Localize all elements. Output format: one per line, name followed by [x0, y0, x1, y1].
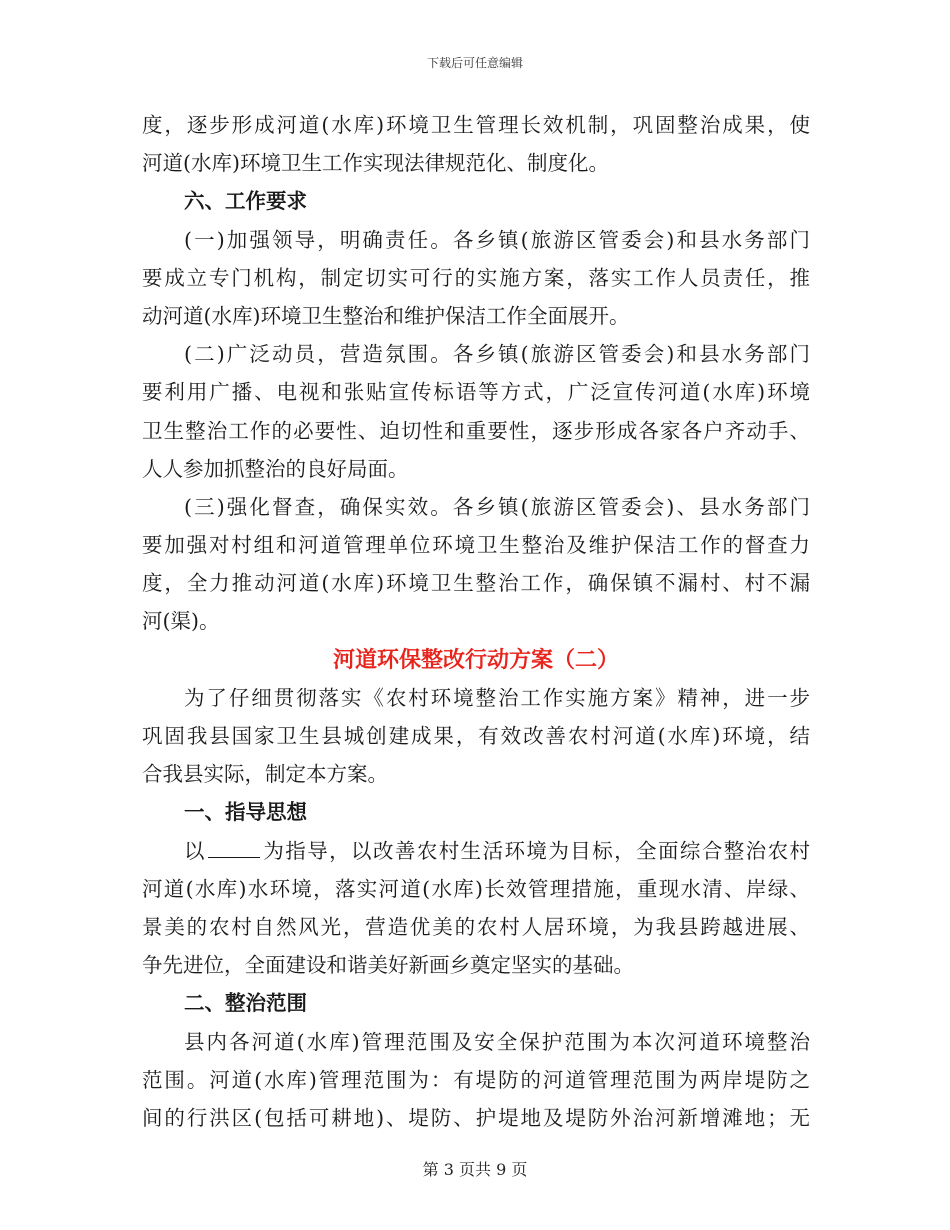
page-number: 第 3 页共 9 页 — [422, 1160, 528, 1179]
paragraph-line: 景美的农村自然风光，营造优美的农村人居环境，为我县跨越进展、 — [142, 914, 810, 939]
fill-in-blank — [208, 839, 260, 858]
page-header: 下载后可任意编辑 — [426, 56, 523, 70]
paragraph-line: 间的行洪区(包括可耕地)、堤防、护堤地及堤防外治河新增滩地；无 — [142, 1105, 810, 1130]
paragraph-line: 动河道(水库)环境卫生整治和维护保洁工作全面展开。 — [142, 303, 630, 328]
paragraph-line: 度，全力推动河道(水库)环境卫生整治工作，确保镇不漏村、村不漏 — [142, 571, 810, 596]
paragraph-line: 人人参加抓整治的良好局面。 — [142, 456, 409, 481]
paragraph-line: 巩固我县国家卫生县城创建成果，有效改善农村河道(水库)环境，结 — [142, 724, 810, 748]
document-title: 河道环保整改行动方案（二） — [332, 646, 619, 673]
paragraph-line: 要成立专门机构，制定切实可行的实施方案，落实工作人员责任，推 — [142, 265, 810, 290]
section-heading-scope: 二、整治范围 — [184, 991, 307, 1016]
paragraph-line-with-blank — [142, 832, 810, 870]
paragraph-line: (二)广泛动员，营造氛围。各乡镇(旅游区管委会)和县水务部门 — [184, 342, 810, 367]
paragraph-line: 度，逐步形成河道(水库)环境卫生管理长效机制，巩固整治成果，使 — [142, 113, 810, 137]
paragraph-line: 合我县实际，制定本方案。 — [142, 762, 388, 787]
line-rest: 为指导，以改善农村生活环境为目标，全面综合整治农村 — [261, 838, 811, 863]
paragraph-line: 卫生整治工作的必要性、迫切性和重要性，逐步形成各家各户齐动手、 — [142, 418, 810, 443]
paragraph-line: 河(渠)。 — [142, 609, 220, 634]
paragraph-line: 要利用广播、电视和张贴宣传标语等方式，广泛宣传河道(水库)环境 — [142, 380, 810, 405]
paragraph-line: 范围。河道(水库)管理范围为：有堤防的河道管理范围为两岸堤防之 — [142, 1067, 810, 1092]
paragraph-line: (三)强化督查，确保实效。各乡镇(旅游区管委会)、县水务部门 — [184, 494, 810, 519]
document-body — [142, 106, 810, 1137]
paragraph-line: 河道(水库)水环境，落实河道(水库)长效管理措施，重现水清、岸绿、 — [142, 876, 810, 901]
paragraph-line: 河道(水库)环境卫生工作实现法律规范化、制度化。 — [142, 151, 609, 176]
section-heading-requirements: 六、工作要求 — [184, 189, 307, 214]
paragraph-line: 为了仔细贯彻落实《农村环境整治工作实施方案》精神，进一步 — [184, 685, 810, 710]
paragraph-line: (一)加强领导，明确责任。各乡镇(旅游区管委会)和县水务部门 — [184, 227, 810, 252]
section-heading-guiding-ideology: 一、指导思想 — [184, 800, 307, 825]
line-prefix: 以 — [184, 838, 206, 863]
paragraph-line: 争先进位，全面建设和谐美好新画乡奠定坚实的基础。 — [142, 953, 634, 978]
paragraph-line: 要加强对村组和河道管理单位环境卫生整治及维护保洁工作的督查力 — [142, 533, 810, 558]
paragraph-line: 县内各河道(水库)管理范围及安全保护范围为本次河道环境整治 — [184, 1029, 810, 1054]
